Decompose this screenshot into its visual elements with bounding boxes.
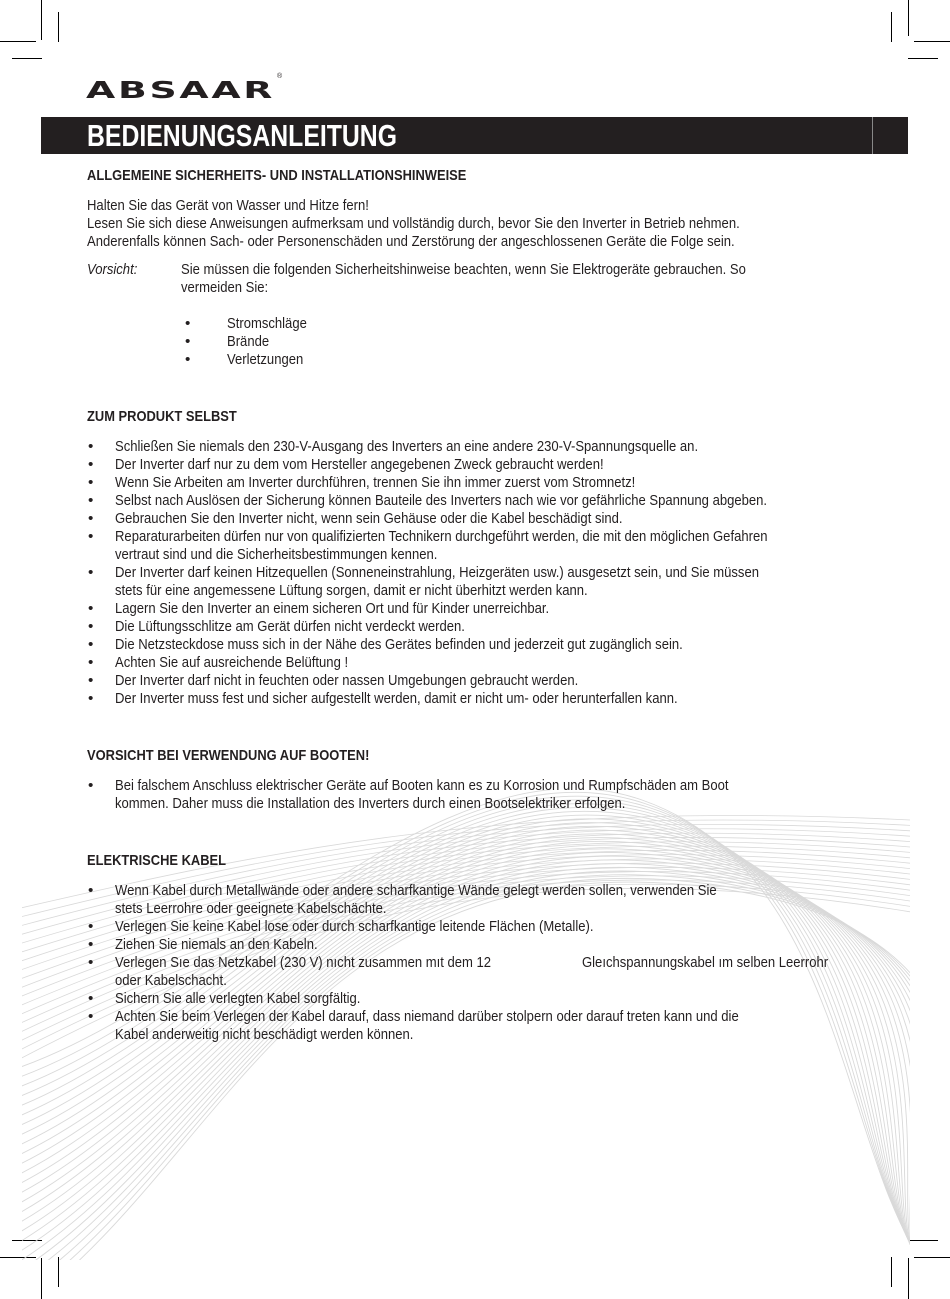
- list-item-text: Gleıchspannungskabel ım selben Leerrohr: [582, 954, 829, 971]
- crop-mark: [41, 1258, 42, 1299]
- crop-mark: [41, 0, 42, 40]
- hazard-text: Brände: [227, 333, 270, 350]
- list-item-text: Bei falschem Anschluss elektrischer Geräte auf Booten kann es zu Korrosion und Rumpfschäden am Boot: [115, 777, 729, 794]
- banner-divider: [872, 117, 873, 154]
- bullet-icon: •: [88, 990, 94, 1007]
- list-item: [87, 456, 877, 474]
- list-item: [87, 510, 877, 528]
- paragraph-line: Anderenfalls können Sach- oder Personenschäden und Zerstörung der angeschlossenen Geräte die Folge sein.: [87, 233, 735, 250]
- list-item-text: Selbst nach Auslösen der Sicherung können Bauteile des Inverters nach wie vor gefährliche Spannung abgeben.: [115, 492, 768, 509]
- bullet-icon: •: [88, 777, 94, 794]
- list-item-text: kommen. Daher muss die Installation des Inverters durch einen Bootselektriker erfolgen.: [115, 795, 626, 812]
- hazard-text: Verletzungen: [227, 351, 304, 368]
- page-title: BEDIENUNGSANLEITUNG: [87, 118, 398, 153]
- list-item: [87, 954, 877, 990]
- list-item-text: Sichern Sie alle verlegten Kabel sorgfältig.: [115, 990, 361, 1007]
- document-body: [87, 167, 877, 1044]
- bullet-icon: •: [88, 672, 94, 689]
- list-item-text: Kabel anderweitig nicht beschädigt werden können.: [115, 1026, 414, 1043]
- list-item-text: Achten Sie beim Verlegen der Kabel darauf, dass niemand darüber stolpern oder darauf treten kann und die: [115, 1008, 739, 1025]
- section-heading: VORSICHT BEI VERWENDUNG AUF BOOTEN!: [87, 747, 370, 764]
- crop-mark: [908, 0, 909, 36]
- boats-safety-list: [87, 777, 877, 813]
- bullet-icon: •: [88, 690, 94, 707]
- list-item-text: stets für eine angemessene Lüftung sorgen, damit er nicht überhitzt werden kann.: [115, 582, 588, 599]
- list-item-text: Lagern Sie den Inverter an einem sicheren Ort und für Kinder unerreichbar.: [115, 600, 550, 617]
- list-item: [87, 936, 877, 954]
- bullet-icon: •: [88, 600, 94, 617]
- list-item-text: Wenn Kabel durch Metallwände oder andere scharfkantige Wände gelegt werden sollen, verwenden Sie: [115, 882, 717, 899]
- bullet-icon: •: [88, 654, 94, 671]
- list-item: [87, 600, 877, 618]
- crop-mark: [0, 41, 36, 42]
- list-item: [87, 654, 877, 672]
- crop-mark: [908, 1258, 909, 1299]
- list-item-text: Reparaturarbeiten dürfen nur von qualifizierten Technikern durchgeführt werden, die mit den möglichen Gefahren: [115, 528, 768, 545]
- caution-label: Vorsicht:: [87, 261, 138, 278]
- list-item: [87, 882, 877, 918]
- logo-text: ABSAAR: [86, 76, 276, 104]
- list-item: [87, 618, 877, 636]
- list-item-text: Schließen Sie niemals den 230-V-Ausgang des Inverters an eine andere 230-V-Spannungsquelle an.: [115, 438, 699, 455]
- list-item-text: stets Leerrohre oder geeignete Kabelschächte.: [115, 900, 387, 917]
- registered-mark: ®: [277, 73, 283, 80]
- list-item: [87, 636, 877, 654]
- list-item: [87, 528, 877, 564]
- bullet-icon: •: [88, 954, 94, 971]
- list-item: [87, 672, 877, 690]
- title-banner: [41, 117, 908, 154]
- bullet-icon: •: [88, 528, 94, 545]
- bullet-icon: •: [88, 564, 94, 581]
- list-item-text: oder Kabelschacht.: [115, 972, 227, 989]
- section-boats: [87, 747, 877, 813]
- list-item-text: Die Lüftungsschlitze am Gerät dürfen nicht verdeckt werden.: [115, 618, 465, 635]
- list-item-text: Die Netzsteckdose muss sich in der Nähe des Gerätes befinden und jederzeit gut zugänglich sein.: [115, 636, 683, 653]
- bullet-icon: •: [88, 510, 94, 527]
- paragraph-line: Lesen Sie sich diese Anweisungen aufmerksam und vollständig durch, bevor Sie den Inverter in Betrieb nehmen.: [87, 215, 740, 232]
- bullet-icon: •: [88, 438, 94, 455]
- bullet-icon: •: [88, 456, 94, 473]
- brand-logo: [86, 73, 283, 107]
- bullet-icon: •: [88, 882, 94, 899]
- list-item: [87, 690, 877, 708]
- bullet-icon: •: [88, 1008, 94, 1025]
- section-cables: [87, 852, 877, 1044]
- list-item-text: Der Inverter darf keinen Hitzequellen (Sonneneinstrahlung, Heizgeräten usw.) ausgesetzt sein, und Sie müssen: [115, 564, 760, 581]
- list-item: [87, 351, 877, 369]
- crop-mark: [914, 1257, 950, 1258]
- bullet-icon: •: [88, 636, 94, 653]
- list-item: [87, 438, 877, 456]
- bullet-icon: •: [185, 315, 191, 332]
- list-item: [87, 564, 877, 600]
- bullet-icon: •: [88, 918, 94, 935]
- bullet-icon: •: [88, 618, 94, 635]
- list-item-text: Ziehen Sie niemals an den Kabeln.: [115, 936, 318, 953]
- crop-mark: [58, 12, 59, 42]
- list-item: [87, 777, 877, 813]
- crop-mark: [908, 1240, 938, 1241]
- list-item-text: Der Inverter muss fest und sicher aufgestellt werden, damit er nicht um- oder herunterfallen kann.: [115, 690, 678, 707]
- bullet-icon: •: [88, 936, 94, 953]
- list-item: [87, 918, 877, 936]
- list-item-text: Verlegen Sie keine Kabel lose oder durch scharfkantige leitende Flächen (Metalle).: [115, 918, 594, 935]
- list-item-text: Verlegen Sıe das Netzkabel (230 V) nıcht zusammen mıt dem 12: [115, 954, 492, 971]
- caution-text: Sie müssen die folgenden Sicherheitshinweise beachten, wenn Sie Elektrogeräte gebrauchen. So: [181, 261, 746, 278]
- section-product: [87, 408, 877, 708]
- section-heading: ELEKTRISCHE KABEL: [87, 852, 227, 869]
- caution-text: vermeiden Sie:: [181, 279, 269, 296]
- list-item: [87, 474, 877, 492]
- crop-mark: [914, 41, 950, 42]
- list-item: [87, 315, 877, 333]
- list-item: [87, 1008, 877, 1044]
- hazard-text: Stromschläge: [227, 315, 307, 332]
- crop-mark: [891, 1257, 892, 1287]
- bullet-icon: •: [185, 351, 191, 368]
- list-item-text: vertraut sind und die Sicherheitsbestimmungen kennen.: [115, 546, 438, 563]
- list-item-text: Achten Sie auf ausreichende Belüftung !: [115, 654, 349, 671]
- crop-mark: [891, 12, 892, 42]
- list-item-text: Der Inverter darf nur zu dem vom Hersteller angegebenen Zweck gebraucht werden!: [115, 456, 604, 473]
- section-heading: ALLGEMEINE SICHERHEITS- UND INSTALLATIONSHINWEISE: [87, 167, 467, 184]
- product-safety-list: [87, 438, 877, 708]
- list-item: [87, 492, 877, 510]
- section-heading: ZUM PRODUKT SELBST: [87, 408, 237, 425]
- bullet-icon: •: [88, 474, 94, 491]
- paragraph-line: Halten Sie das Gerät von Wasser und Hitze fern!: [87, 197, 369, 214]
- list-item: [87, 990, 877, 1008]
- crop-mark: [58, 1257, 59, 1287]
- list-item-text: Der Inverter darf nicht in feuchten oder nassen Umgebungen gebraucht werden.: [115, 672, 579, 689]
- crop-mark: [12, 58, 42, 59]
- bullet-icon: •: [88, 492, 94, 509]
- bullet-icon: •: [185, 333, 191, 350]
- caution-block: [87, 261, 877, 297]
- list-item-text: Wenn Sie Arbeiten am Inverter durchführen, trennen Sie ihn immer zuerst vom Stromnetz!: [115, 474, 636, 491]
- section-general: [87, 167, 877, 369]
- crop-mark: [908, 58, 938, 59]
- cables-safety-list: [87, 882, 877, 1044]
- list-item-text: Gebrauchen Sie den Inverter nicht, wenn sein Gehäuse oder die Kabel beschädigt sind.: [115, 510, 623, 527]
- hazard-list: [87, 315, 877, 369]
- list-item: [87, 333, 877, 351]
